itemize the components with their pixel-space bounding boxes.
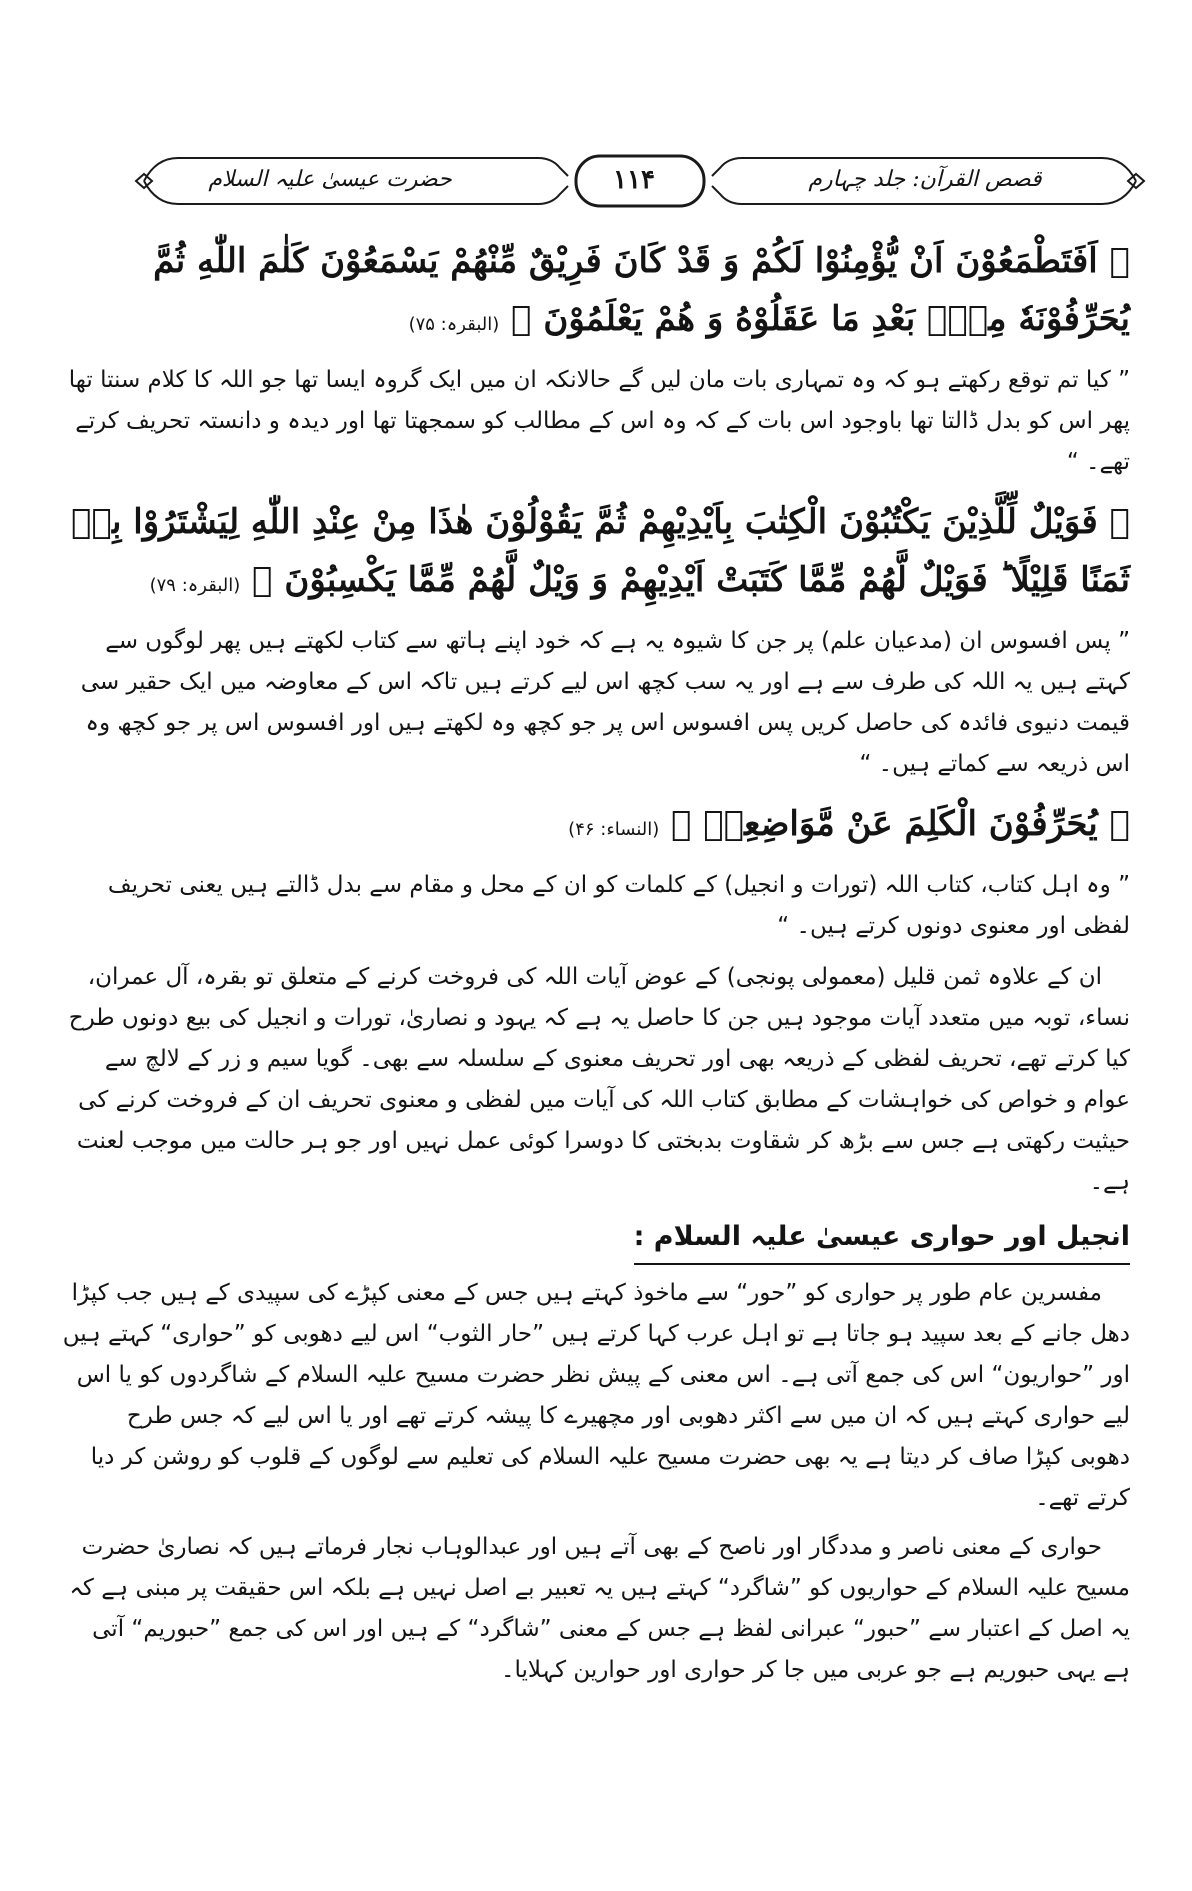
- verse-reference: (النساء: ۴۶): [568, 819, 660, 840]
- verse-reference: (البقرہ: ۷۵): [408, 314, 500, 335]
- page-header: [130, 150, 1150, 212]
- quran-verse: [60, 493, 1130, 615]
- quran-verse: [60, 232, 1130, 354]
- section-heading-wrap: [60, 1213, 1130, 1265]
- verse-text: ﴿ فَوَیْلٌ لِّلَّذِیْنَ یَكْتُبُوْنَ الْكِتٰبَ بِاَیْدِیْهِمْ ثُمَّ یَقُوْلُوْنَ هٰذَا مِنْ عِنْدِ اللّٰهِ لِیَشْتَرُوْا بِهٖ ثَمَنًا قَلِیْلًا ؕ فَوَیْلٌ لَّهُمْ مِّمَّا كَتَبَتْ اَیْدِیْهِمْ وَ وَیْلٌ لَّهُمْ مِّمَّا یَكْسِبُوْنَ ﴾: [71, 502, 1130, 600]
- verse-translation: ” پس افسوس ان (مدعیان علم) پر جن کا شیوہ یہ ہے کہ خود اپنے ہاتھ سے کتاب لکھتے ہیں پھر لوگوں سے کہتے ہیں یہ اللہ کی طرف سے ہے اور یہ سب کچھ اس لیے کرتے ہیں تاکہ اس کے معاوضہ میں ایک حقیر سی قیمت دنیوی فائدہ کی حاصل کریں پس افسوس اس پر جو کچھ وہ لکھتے ہیں اور افسوس اس پر جو کچھ وہ اس ذریعہ سے کماتے ہیں۔ “: [80, 628, 1130, 777]
- verse-translation: ” وہ اہل کتاب، کتاب اللہ (تورات و انجیل) کے کلمات کو ان کے محل و مقام سے بدل ڈالتے ہیں یعنی تحریف لفظی اور معنوی دونوں کرتے ہیں۔ “: [107, 872, 1130, 939]
- verse-reference: (البقرہ: ۷۹): [149, 575, 241, 596]
- section-heading: انجیل اور حواری عیسیٰ علیہ السلام :: [634, 1213, 1130, 1265]
- verse-text: ﴿ یُحَرِّفُوْنَ الْكَلِمَ عَنْ مَّوَاضِعِهٖ ﴾: [671, 804, 1130, 844]
- verse-text: ﴿ اَفَتَطْمَعُوْنَ اَنْ یُّؤْمِنُوْا لَكُمْ وَ قَدْ كَانَ فَرِیْقٌ مِّنْهُمْ یَسْمَعُوْنَ كَلٰمَ اللّٰهِ ثُمَّ یُحَرِّفُوْنَهٗ مِنْۢ بَعْدِ مَا عَقَلُوْهُ وَ هُمْ یَعْلَمُوْنَ ﴾: [153, 241, 1130, 339]
- page-number: ۱۱۴: [613, 165, 655, 195]
- body-paragraph: مفسرین عام طور پر حواری کو ”حور“ سے ماخوذ کہتے ہیں جس کے معنی کپڑے کی سپیدی کے ہیں جب کپڑا دھل جانے کے بعد سپید ہو جاتا ہے تو اہل عرب کہا کرتے ہیں ”حار الثوب“ اس لیے دھوبی کو ”حواری“ کہتے ہیں اور ”حواریون“ اس کی جمع آتی ہے۔ اس معنی کے پیش نظر حضرت مسیح علیہ السلام کے شاگردوں کو یا اس لیے حواری کہتے ہیں کہ ان میں سے اکثر دھوبی اور مچھیرے کا پیشہ کرتے تھے اور یا اس لیے کہ جس طرح دھوبی کپڑا صاف کر دیتا ہے یہ بھی حضرت مسیح علیہ السلام کی تعلیم سے لوگوں کے قلوب کو روشن کر دیا کرتے تھے۔: [62, 1280, 1130, 1511]
- page-content: [60, 232, 1130, 1699]
- body-paragraph: ان کے علاوہ ثمن قلیل (معمولی پونجی) کے عوض آیات اللہ کی فروخت کرنے کے متعلق تو بقرہ، آل عمران، نساء، توبہ میں متعدد آیات موجود ہیں جن کا حاصل یہ ہے کہ یہود و نصاریٰ، تورات و انجیل کی بیع دونوں طرح کیا کرتے تھے، تحریف لفظی کے ذریعہ بھی اور تحریف معنوی کے سلسلہ سے بھی۔ گویا سیم و زر کے لالچ سے عوام و خواص کی خواہشات کے مطابق کتاب اللہ کی آیات میں لفظی و معنوی تحریف ان کے فروخت کرنے کی حیثیت رکھتی ہے جس سے بڑھ کر شقاوت بدبختی کا دوسرا کوئی عمل نہیں اور جو ہر حالت میں موجب لعنت ہے۔: [68, 964, 1130, 1195]
- body-paragraph: حواری کے معنی ناصر و مددگار اور ناصح کے بھی آتے ہیں اور عبدالوہاب نجار فرماتے ہیں کہ نصاریٰ حضرت مسیح علیہ السلام کے حواریوں کو ”شاگرد“ کہتے ہیں یہ تعبیر بے اصل نہیں ہے بلکہ اس حقیقت پر مبنی ہے کہ یہ اصل کے اعتبار سے ”حبور“ عبرانی لفظ ہے جس کے معنی ”شاگرد“ کے ہیں اور اس کی جمع ”حبوریم“ آتی ہے یہی حبوریم ہے جو عربی میں جا کر حواری اور حوارین کہلایا۔: [69, 1534, 1130, 1683]
- book-title: قصص القرآن: جلد چہارم: [808, 167, 1042, 192]
- quran-verse: [60, 795, 1130, 859]
- chapter-title: حضرت عیسیٰ علیہ السلام: [208, 167, 452, 192]
- verse-translation: ” کیا تم توقع رکھتے ہو کہ وہ تمہاری بات مان لیں گے حالانکہ ان میں ایک گروہ ایسا تھا جو اللہ کا کلام سنتا تھا پھر اس کو بدل ڈالتا تھا باوجود اس بات کے کہ وہ اس کے مطالب کو سمجھتا تھا اور دیدہ و دانستہ تحریف کرتے تھے۔ “: [68, 367, 1130, 475]
